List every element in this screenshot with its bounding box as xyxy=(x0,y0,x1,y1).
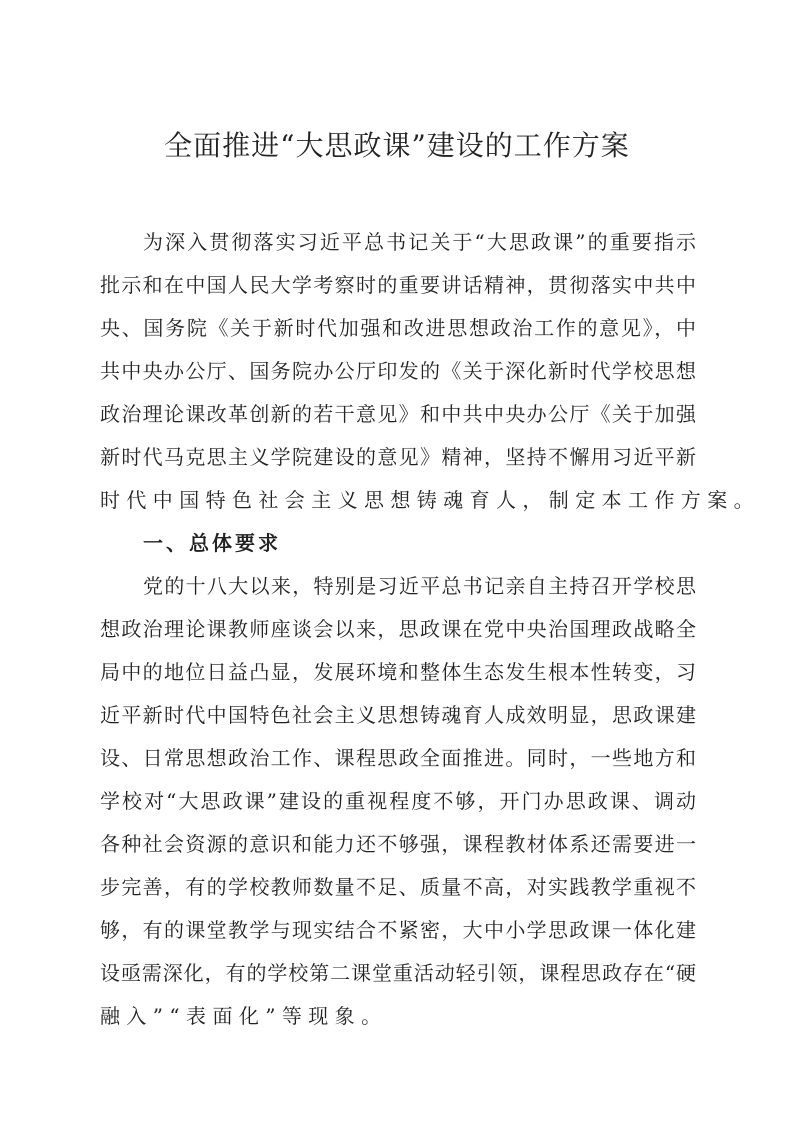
paragraph-line: 局中的地位日益凸显，发展环境和整体生态发生根本性转变，习 xyxy=(100,660,696,684)
paragraph-line: 步完善，有的学校教师数量不足、质量不高，对实践教学重视不 xyxy=(100,875,696,899)
paragraph-line: 设亟需深化，有的学校第二课堂重活动轻引领，课程思政存在“硬 xyxy=(100,961,696,985)
section-heading: 一、总体要求 xyxy=(143,531,281,555)
paragraph-line: 融入”“表面化”等现象。 xyxy=(100,1004,388,1028)
document-body xyxy=(100,228,760,1045)
paragraph-line: 共中央办公厅、国务院办公厅印发的《关于深化新时代学校思想 xyxy=(100,359,696,383)
paragraph-line: 想政治理论课教师座谈会以来，思政课在党中央治国理政战略全 xyxy=(100,617,696,641)
paragraph-line: 够，有的课堂教学与现实结合不紧密，大中小学思政课一体化建 xyxy=(100,918,696,942)
paragraph-line: 各种社会资源的意识和能力还不够强，课程教材体系还需要进一 xyxy=(100,832,696,856)
paragraph-line: 学校对“大思政课”建设的重视程度不够，开门办思政课、调动 xyxy=(100,789,696,813)
paragraph-line: 批示和在中国人民大学考察时的重要讲话精神，贯彻落实中共中 xyxy=(100,273,696,297)
paragraph-line: 党的十八大以来，特别是习近平总书记亲自主持召开学校思 xyxy=(143,574,696,598)
paragraph-line: 央、国务院《关于新时代加强和改进思想政治工作的意见》，中 xyxy=(100,316,696,340)
paragraph-line: 时代中国特色社会主义思想铸魂育人，制定本工作方案。 xyxy=(100,488,760,512)
paragraph-line: 政治理论课改革创新的若干意见》和中共中央办公厅《关于加强 xyxy=(100,402,696,426)
paragraph-line: 设、日常思想政治工作、课程思政全面推进。同时，一些地方和 xyxy=(100,746,696,770)
paragraph-line: 近平新时代中国特色社会主义思想铸魂育人成效明显，思政课建 xyxy=(100,703,696,727)
paragraph-line: 为深入贯彻落实习近平总书记关于“大思政课”的重要指示 xyxy=(143,230,696,254)
paragraph-line: 新时代马克思主义学院建设的意见》精神，坚持不懈用习近平新 xyxy=(100,445,696,469)
document-title: 全面推进“大思政课”建设的工作方案 xyxy=(164,129,630,162)
